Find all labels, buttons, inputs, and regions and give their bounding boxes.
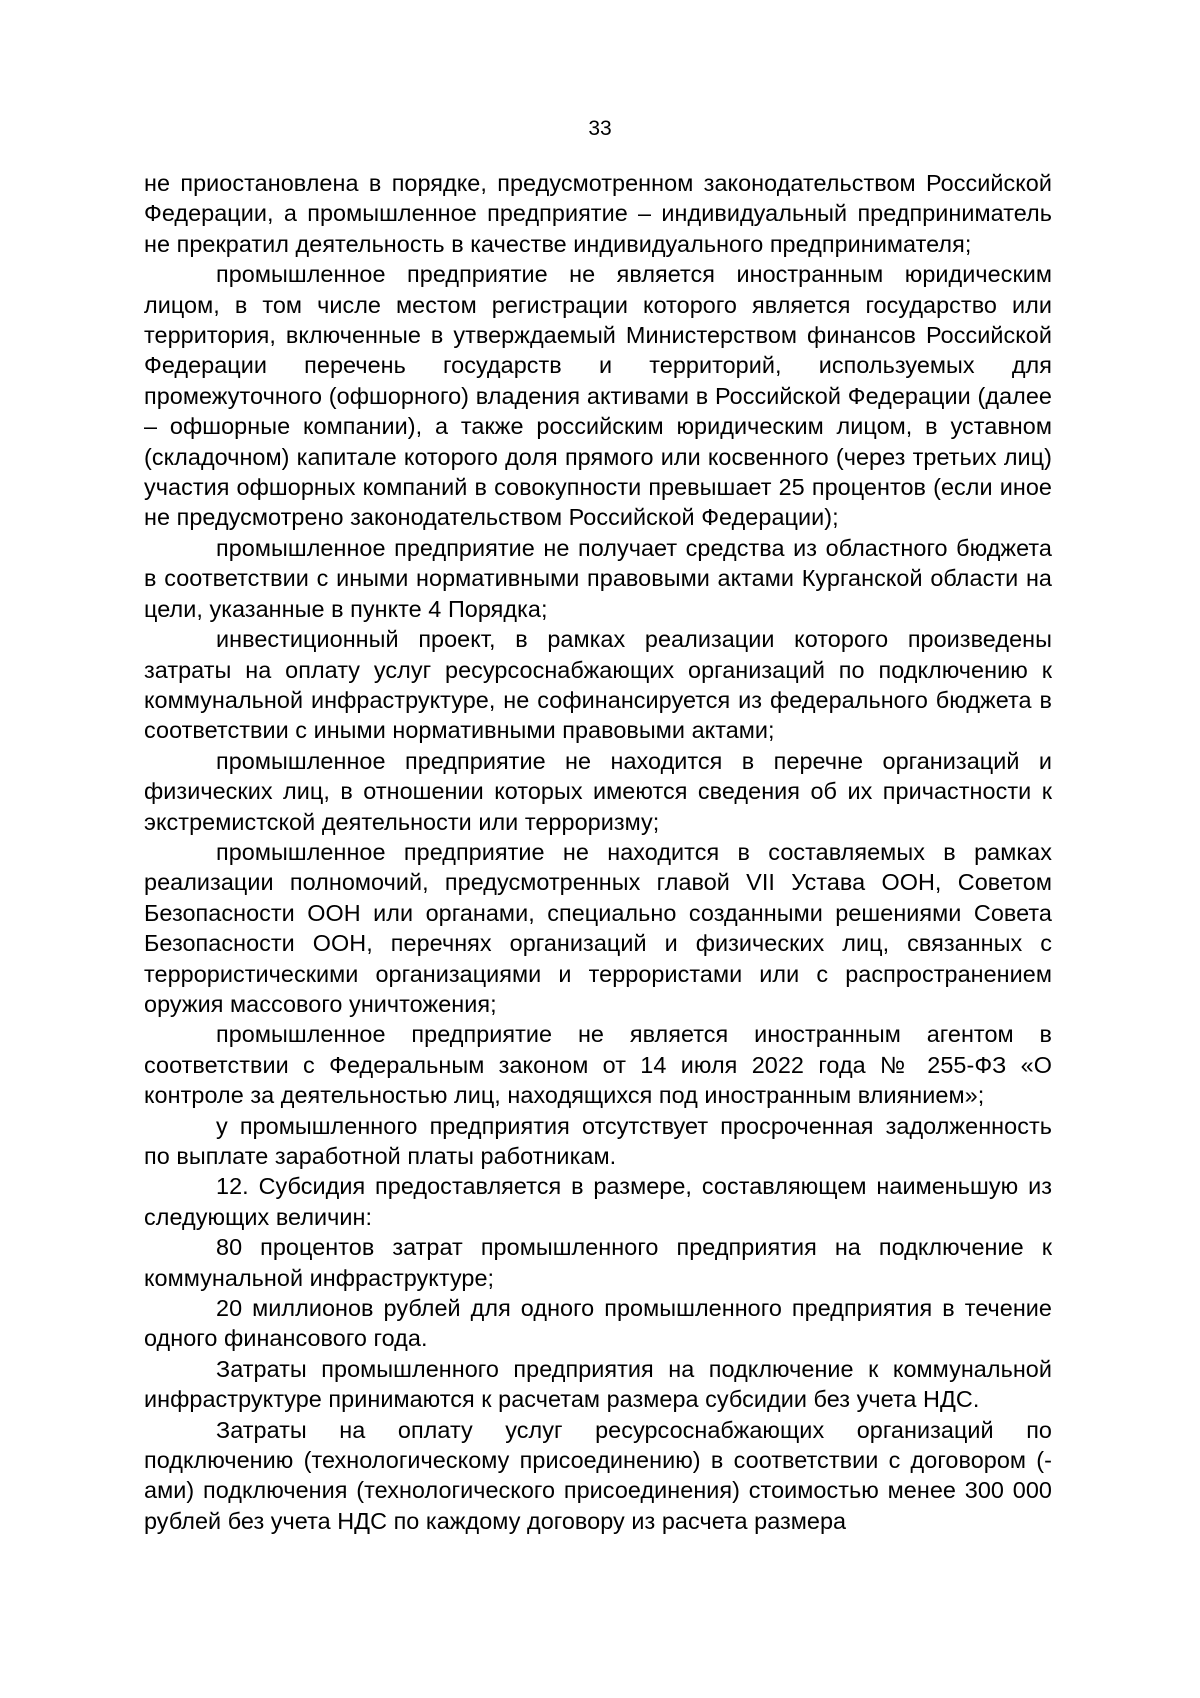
paragraph: промышленное предприятие не находится в перечне организаций и физических лиц, в отношении которых имеются сведения об их причастности к экстремистской деятельности или терроризму;	[144, 747, 1052, 835]
paragraph: 80 процентов затрат промышленного предприятия на подключение к коммунальной инфраструктуре;	[144, 1234, 1052, 1291]
page-number: 33	[588, 117, 612, 140]
document-body	[144, 168, 1052, 1536]
paragraph: 12. Субсидия предоставляется в размере, составляющем наименьшую из следующих величин:	[144, 1173, 1052, 1230]
paragraph: промышленное предприятие не получает средства из областного бюджета в соответствии с иными нормативными правовыми актами Курганской области на цели, указанные в пункте 4 Порядка;	[144, 534, 1052, 622]
paragraph: промышленное предприятие не является иностранным агентом в соответствии с Федеральным законом от 14 июля 2022 года № 255-ФЗ «О контроле за деятельностью лиц, находящихся под иностранным влиянием»;	[144, 1021, 1052, 1109]
paragraph: Затраты на оплату услуг ресурсоснабжающих организаций по подключению (технологическому присоединению) в соответствии с договором (-ами) подключения (технологического присоединения) стоимостью менее 300 000 рублей без учета НДС по каждому договору из расчета размера	[144, 1416, 1052, 1534]
paragraph: промышленное предприятие не находится в составляемых в рамках реализации полномочий, предусмотренных главой VII Устава ООН, Советом Безопасности ООН или органами, специально созданными решениями Совета Безопасности ООН, перечнях организаций и физических лиц, связанных с террористическими организациями и террористами или с распространением оружия массового уничтожения;	[144, 838, 1052, 1017]
paragraph: не приостановлена в порядке, предусмотренном законодательством Российской Федерации, а промышленное предприятие – индивидуальный предприниматель не прекратил деятельность в качестве индивидуального предпринимателя;	[144, 170, 1052, 257]
paragraph: промышленное предприятие не является иностранным юридическим лицом, в том числе местом регистрации которого является государство или территория, включенные в утверждаемый Министерством финансов Российской Федерации перечень государств и территорий, используемых для промежуточного (офшорного) владения активами в Российской Федерации (далее – офшорные компании), а также российским юридическим лицом, в уставном (складочном) капитале которого доля прямого или косвенного (через третьих лиц) участия офшорных компаний в совокупности превышает 25 процентов (если иное не предусмотрено законодательством Российской Федерации);	[144, 261, 1052, 531]
paragraph: инвестиционный проект, в рамках реализации которого произведены затраты на оплату услуг ресурсоснабжающих организаций по подключению к коммунальной инфраструктуре, не софинансируется из федерального бюджета в соответствии с иными нормативными правовыми актами;	[144, 626, 1052, 744]
paragraph: 20 миллионов рублей для одного промышленного предприятия в течение одного финансового года.	[144, 1295, 1052, 1352]
paragraph: у промышленного предприятия отсутствует просроченная задолженность по выплате заработной платы работникам.	[144, 1112, 1052, 1169]
paragraph: Затраты промышленного предприятия на подключение к коммунальной инфраструктуре принимаются к расчетам размера субсидии без учета НДС.	[144, 1355, 1052, 1413]
